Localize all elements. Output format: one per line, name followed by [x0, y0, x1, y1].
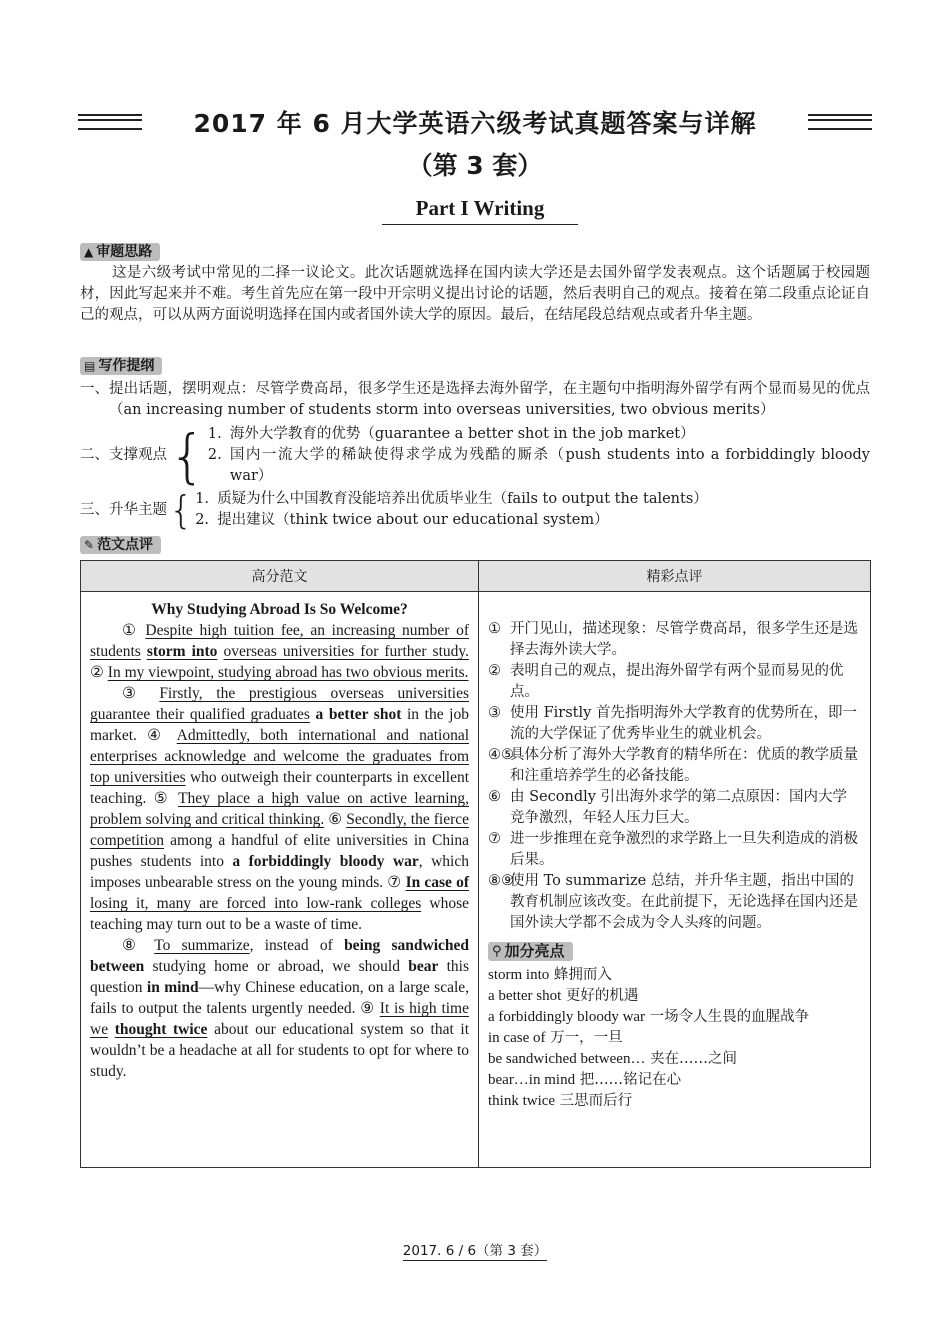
- outline-tag: [80, 357, 162, 375]
- essay-title: Why Studying Abroad Is So Welcome?: [151, 601, 408, 618]
- title-decoration-left: [78, 114, 142, 130]
- page-subtitle: （第 3 套）: [407, 151, 543, 180]
- comment-item: ④⑤ 具体分析了海外大学教育的精华所在：优质的教学质量和注重培养学生的必备技能。: [488, 747, 858, 784]
- column-header-essay: 高分范文: [81, 561, 479, 592]
- pen-icon: ✎: [84, 538, 95, 552]
- sample-essay: [82, 593, 477, 1082]
- phrase-item: a forbiddingly bloody war 一场令人生畏的血腥战争: [488, 1009, 810, 1025]
- phrase-item: bear…in mind 把……铭记在心: [488, 1072, 682, 1088]
- brace-icon: {: [169, 421, 206, 490]
- outline-item-3: [80, 489, 870, 531]
- footer-text: 2017. 6 / 6（第 3 套）: [402, 1243, 548, 1259]
- page-title: 2017 年 6 月大学英语六级考试真题答案与详解: [193, 109, 757, 138]
- comments-cell: [479, 592, 871, 1168]
- comment-item: ⑥ 由 Secondly 引出海外求学的第二点原因：国内大学竞争激烈，年轻人压力巨大。: [488, 789, 848, 826]
- outline-sub-item: 1. 质疑为什么中国教育没能培养出优质毕业生（fails to output the talents）: [195, 491, 708, 507]
- phrase-item: a better shot 更好的机遇: [488, 988, 639, 1004]
- bonus-tag: [488, 942, 573, 961]
- outline: [80, 379, 870, 531]
- essay-cell: [81, 592, 479, 1168]
- outline-tag-label: 写作提纲: [98, 358, 155, 374]
- phrase-item: in case of 万一，一旦: [488, 1030, 623, 1046]
- comments: [480, 593, 869, 1112]
- review-tag: [80, 536, 161, 554]
- comment-item: ③ 使用 Firstly 首先指明海外大学教育的优势所在，即一流的大学保证了优秀毕业生的就业机会。: [488, 705, 857, 742]
- notebook-icon: ▤: [84, 359, 96, 373]
- outline-item-2: [80, 421, 870, 490]
- comment-item: ② 表明自己的观点，提出海外留学有两个显而易见的优点。: [488, 663, 844, 700]
- phrase-item: think twice 三思而后行: [488, 1093, 633, 1109]
- outline-sub-item: 2. 提出建议（think twice about our educational system）: [195, 512, 609, 528]
- outline-sub-item: 2. 国内一流大学的稀缺使得求学成为残酷的厮杀（push students into a forbiddingly bloody war）: [207, 447, 870, 484]
- phrase-list: [488, 965, 861, 1112]
- essay-paragraph-1: ① Despite high tuition fee, an increasing number of students storm into overseas universities for further study. ② In my viewpoint, studying abroad has two obvious merits.: [90, 622, 470, 681]
- analysis-tag: [80, 243, 160, 261]
- outline-item-2-label: 二、支撑观点: [80, 447, 167, 463]
- outline-item-3-label: 三、升华主题: [80, 501, 167, 518]
- outline-item-1-label: 一、: [80, 381, 109, 397]
- comment-item: ① 开门见山，描述现象：尽管学费高昂，很多学生还是选择去海外读大学。: [488, 621, 858, 658]
- title-row: [78, 104, 872, 140]
- mountain-icon: ▲: [84, 245, 94, 259]
- brace-icon: {: [169, 488, 194, 532]
- essay-paragraph-2: ③ Firstly, the prestigious overseas universities guarantee their qualified graduates a better shot in the job market. ④ Admittedly, both international and national enterprises acknowledge and welcome the graduates from top universities who outweigh their counterparts in excellent teaching. ⑤ They place a high value on active learning, problem solving and critical thinking. ⑥ Secondly, the fierce competition among a handful of elite universities in China pushes students into a forbiddingly bloody war, which imposes unbearable stress on the young minds. ⑦ In case of losing it, many are forced into low-rank colleges whose teaching may turn out to be a waste of time.: [90, 685, 470, 933]
- part-heading: Part I Writing: [382, 196, 578, 225]
- comment-item: ⑧⑨ 使用 To summarize 总结，并升华主题，指出中国的教育机制应该改变。在此前提下，无论选择在国内还是国外读大学都不会成为令人头疼的问题。: [488, 873, 858, 931]
- bonus-tag-label: 加分亮点: [504, 942, 565, 960]
- title-decoration-right: [808, 114, 872, 130]
- page-footer: [0, 1239, 950, 1259]
- magnifier-icon: ⚲: [492, 944, 502, 959]
- essay-paragraph-3: ⑧ To summarize, instead of being sandwiched between studying home or abroad, we should bear this question in mind—why Chinese education, on a large scale, fails to output the talents urgently needed. ⑨ It is high time we thought twice about our educational system so that it wouldn’t be a headache at all for students to opt for where to study.: [90, 937, 470, 1080]
- phrase-item: be sandwiched between… 夹在……之间: [488, 1051, 738, 1067]
- outline-sub-item: 1. 海外大学教育的优势（guarantee a better shot in the job market）: [207, 426, 695, 442]
- outline-item-1: [80, 379, 870, 421]
- review-tag-label: 范文点评: [97, 537, 154, 553]
- column-header-comments: 精彩点评: [479, 561, 871, 592]
- outline-item-1-text: 提出话题，摆明观点：尽管学费高昂，很多学生还是选择去海外留学，在主题句中指明海外留学有两个显而易见的优点（an increasing number of students storm into overseas universities, two obvious merits）: [109, 381, 870, 418]
- analysis-tag-label: 审题思路: [96, 244, 153, 260]
- comment-item: ⑦ 进一步推理在竞争激烈的求学路上一旦失利造成的消极后果。: [488, 831, 858, 868]
- review-table: [80, 560, 871, 1168]
- phrase-item: storm into 蜂拥而入: [488, 967, 612, 983]
- analysis-text: 这是六级考试中常见的二择一议论文。此次话题就选择在国内读大学还是去国外留学发表观点。这个话题属于校园题材，因此写起来并不难。考生首先应在第一段中开宗明义提出讨论的话题，然后表明自己的观点。接着在第二段重点论证自己的观点，可以从两方面说明选择在国内或者国外读大学的原因。最后，在结尾段总结观点或者升华主题。: [80, 265, 870, 323]
